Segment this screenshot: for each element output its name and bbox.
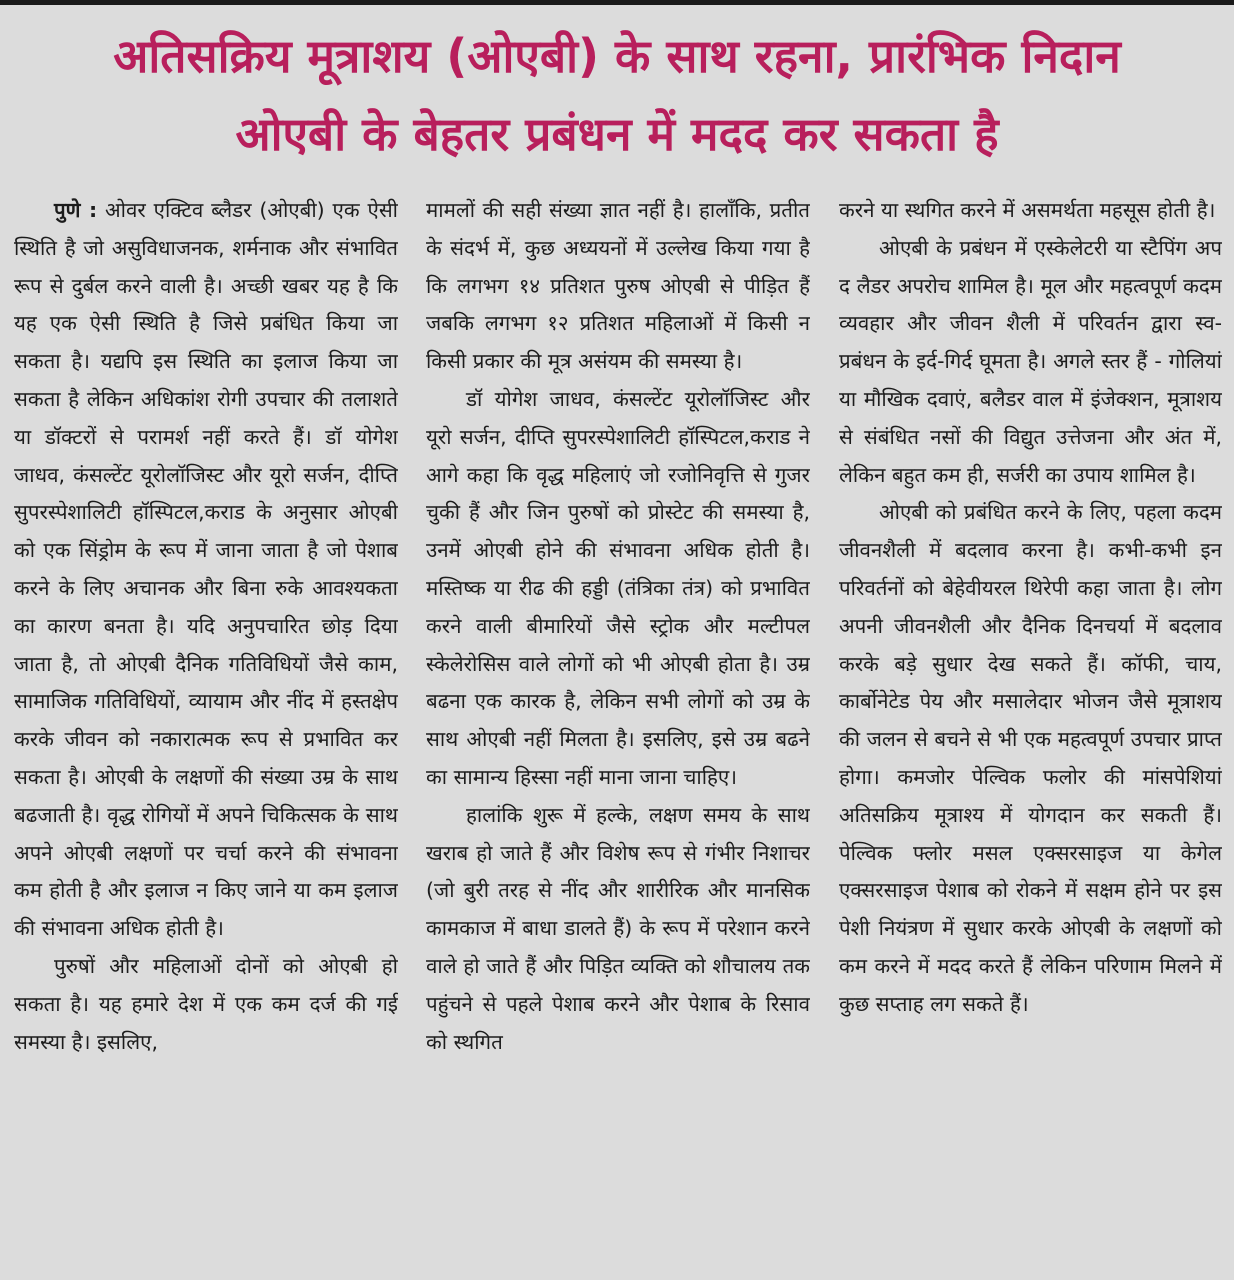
headline-line-1: अतिसक्रिय मूत्राशय (ओएबी) के साथ रहना, प्रारंभिक निदान (113, 29, 1121, 83)
article-paragraph: हालांकि शुरू में हल्के, लक्षण समय के साथ खराब हो जाते हैं और विशेष रूप से गंभीर निशाचर (जो बुरी तरह से नींद और शारीरिक और मानसिक कामकाज में बाधा डालते हैं) के रूप में परेशान करने वाले हो जाते हैं और पिड़ित व्यक्ति को शौचालय तक पहुंचने से पहले पेशाब करने और पेशाब के रिसाव को स्थगित (426, 802, 810, 1054)
top-rule (0, 0, 1234, 5)
article-body (14, 192, 1222, 1276)
dateline: पुणे : (54, 198, 98, 222)
article-column-3 (839, 192, 1222, 1276)
article-column-2 (426, 192, 810, 1276)
article-paragraph (14, 192, 398, 948)
article-paragraph: ओएबी को प्रबंधित करने के लिए, पहला कदम जीवनशैली में बदलाव करना है। कभी-कभी इन परिवर्तनों को बेहेवीयरल थिरेपी कहा जाता है। लोग अपनी जीवनशैली और दैनिक दिनचर्या में बदलाव करके बड़े सुधार देख सकते हैं। कॉफी, चाय, कार्बोनेटेड पेय और मसालेदार भोजन जैसे मूत्राशय की जलन से बचने से भी एक महत्वपूर्ण उपचार प्राप्त होगा। कमजोर पेल्विक फलोर की मांसपेशियां अतिसक्रिय मूत्राश्य में योगदान कर सकती हैं। पेल्विक फ्लोर मसल एक्सरसाइज या केगेल एक्सरसाइज पेशाब को रोकने में सक्षम होने पर इस पेशी नियंत्रण में सुधार करके ओएबी के लक्षणों को कम करने में मदद करते हैं लेकिन परिणाम मिलने में कुछ सप्ताह लग सकते हैं। (839, 500, 1222, 1016)
article-paragraph: डॉ योगेश जाधव, कंसल्टेंट यूरोलॉजिस्ट और यूरो सर्जन, दीप्ति सुपरस्पेशालिटी हॉस्पिटल,कराड ने आगे कहा कि वृद्ध महिलाएं जो रजोनिवृत्ति से गुजर चुकी हैं और जिन पुरुषों को प्रोस्टेट की समस्या है, उनमें ओएबी होने की संभावना अधिक होती है। मस्तिष्क या रीढ की हड्डी (तंत्रिका तंत्र) को प्रभावित करने वाली बीमारियों जैसे स्ट्रोक और मल्टीपल स्केलेरोसिस वाले लोगों को भी ओएबी होता है। उम्र बढना एक कारक है, लेकिन सभी लोगों को उम्र के साथ ओएबी नहीं मिलता है। इसलिए, इसे उम्र बढने का सामान्य हिस्सा नहीं माना जाना चाहिए। (426, 386, 810, 789)
headline (0, 14, 1234, 170)
article-paragraph: मामलों की सही संख्या ज्ञात नहीं है। हालाँकि, प्रतीत के संदर्भ में, कुछ अध्ययनों में उल्लेख किया गया है कि लगभग १४ प्रतिशत पुरुष ओएबी से पीड़ित हैं जबकि लगभग १२ प्रतिशत महिलाओं में किसी न किसी प्रकार की मूत्र असंयम की समस्या है। (426, 198, 810, 374)
article-column-1 (14, 192, 398, 1276)
article-paragraph: ओएबी के प्रबंधन में एस्केलेटरी या स्टैपिंग अप द लैडर अपरोच शामिल है। मूल और महत्वपूर्ण कदम व्यवहार और जीवन शैली में परिवर्तन द्वारा स्व-प्रबंधन के इर्द-गिर्द घूमता है। अगले स्तर हैं - गोलियां या मौखिक दवाएं, बलैडर वाल में इंजेक्शन, मूत्राशय से संबंधित नसों की विद्युत उत्तेजना और अंत में, लेकिन बहुत कम ही, सर्जरी का उपाय शामिल है। (839, 235, 1222, 487)
paragraph-text: ओवर एक्टिव ब्लैडर (ओएबी) एक ऐसी स्थिति है जो असुविधाजनक, शर्मनाक और संभावित रूप से दुर्बल करने वाली है। अच्छी खबर यह है कि यह एक ऐसी स्थिति है जिसे प्रबंधित किया जा सकता है। यद्यपि इस स्थिति का इलाज किया जा सकता है लेकिन अधिकांश रोगी उपचार की तलाशते या डॉक्टरों से परामर्श नहीं करते हैं। डॉ योगेश जाधव, कंसल्टेंट यूरोलॉजिस्ट और यूरो सर्जन, दीप्ति सुपरस्पेशालिटी हॉस्पिटल,कराड के अनुसार ओएबी को एक सिंड्रोम के रूप में जाना जाता है जो पेशाब करने के लिए अचानक और बिना रुके आवश्यकता का कारण बनता है। यदि अनुपचारित छोड़ दिया जाता है, तो ओएबी दैनिक गतिविधियों जैसे काम, सामाजिक गतिविधियों, व्यायाम और नींद में हस्तक्षेप करके जीवन को नकारात्मक रूप से प्रभावित कर सकता है। ओएबी के लक्षणों की संख्या उम्र के साथ बढजाती है। वृद्ध रोगियों में अपने चिकित्सक के साथ अपने ओएबी लक्षणों पर चर्चा करने की संभावना कम होती है और इलाज न किए जाने या कम इलाज की संभावना अधिक होती है। (14, 198, 398, 941)
article-paragraph: करने या स्थगित करने में असमर्थता महसूस होती है। (839, 198, 1216, 222)
headline-line-2: ओएबी के बेहतर प्रबंधन में मदद कर सकता है (235, 107, 999, 161)
article-paragraph: पुरुषों और महिलाओं दोनों को ओएबी हो सकता है। यह हमारे देश में एक कम दर्ज की गई समस्या है। इसलिए, (14, 953, 398, 1054)
